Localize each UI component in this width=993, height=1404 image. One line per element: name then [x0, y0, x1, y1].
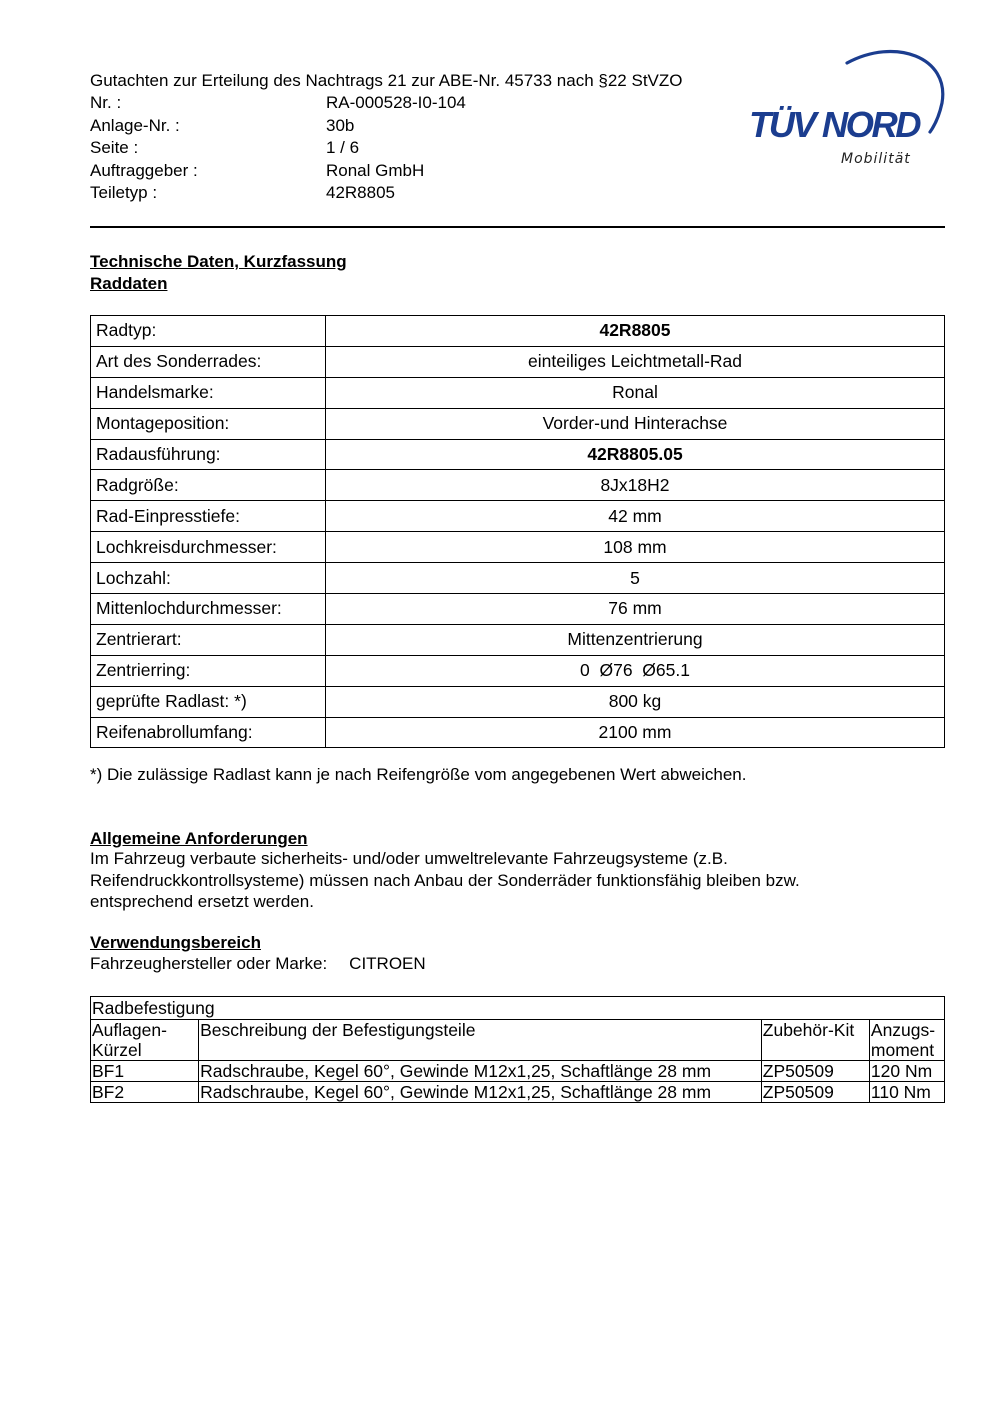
meta-label: Auftraggeber :	[90, 160, 198, 180]
cell-beschreibung: Radschraube, Kegel 60°, Gewinde M12x1,25, Schaftlänge 28 mm	[199, 1061, 762, 1082]
paragraph-line: Reifendruckkontrollsysteme) müssen nach Anbau der Sonderräder funktionsfähig bleiben bzw.	[90, 870, 800, 890]
row-label: Reifenabrollumfang:	[91, 717, 326, 748]
table-title: Radbefestigung	[91, 997, 945, 1020]
meta-row-nr	[90, 92, 750, 115]
cell-kit: ZP50509	[761, 1061, 869, 1082]
header-kit: Zubehör-Kit	[761, 1020, 869, 1061]
row-label: Radtyp:	[91, 316, 326, 347]
row-label: Lochkreisdurchmesser:	[91, 532, 326, 563]
paragraph-line: entsprechend ersetzt werden.	[90, 892, 314, 911]
document-title: Gutachten zur Erteilung des Nachtrags 21 zur ABE-Nr. 45733 nach §22 StVZO	[90, 71, 683, 90]
table-row	[91, 470, 945, 501]
row-label: geprüfte Radlast: *)	[91, 686, 326, 717]
meta-value: 1 / 6	[326, 138, 360, 157]
brand-label: Fahrzeughersteller oder Marke:	[90, 954, 328, 973]
section-subtitle-raddaten: Raddaten	[90, 274, 168, 293]
table-row	[91, 594, 945, 625]
meta-value: Ronal GmbH	[326, 160, 425, 180]
row-value: Mittenzentrierung	[326, 624, 945, 655]
row-value: Ronal	[326, 377, 945, 408]
row-label: Radausführung:	[91, 439, 326, 470]
table-row	[91, 408, 945, 439]
table-row	[91, 686, 945, 717]
table-header-row	[91, 1020, 945, 1061]
row-value: 800 kg	[326, 686, 945, 717]
table-row	[91, 532, 945, 563]
row-value: 108 mm	[326, 532, 945, 563]
paragraph-line: Im Fahrzeug verbaute sicherheits- und/oder umweltrelevante Fahrzeugsysteme (z.B.	[90, 849, 728, 868]
cell-kit: ZP50509	[761, 1082, 869, 1103]
row-label: Rad-Einpresstiefe:	[91, 501, 326, 532]
row-label: Art des Sonderrades:	[91, 346, 326, 377]
raddaten-table	[90, 315, 945, 748]
table-row	[91, 655, 945, 686]
table-title-row	[91, 997, 945, 1020]
meta-value: RA-000528-I0-104	[326, 93, 466, 112]
header-beschreibung: Beschreibung der Befestigungsteile	[199, 1020, 762, 1061]
brand-value: CITROEN	[349, 954, 426, 973]
meta-row-teiletyp	[90, 182, 750, 205]
table-row	[91, 624, 945, 655]
radlast-footnote: *) Die zulässige Radlast kann je nach Reifengröße vom angegebenen Wert abweichen.	[90, 765, 747, 784]
row-value: 42R8805.05	[326, 439, 945, 470]
header-line: Auflagen-	[92, 1020, 167, 1040]
cell-kuerzel: BF2	[91, 1082, 199, 1103]
row-label: Zentrierart:	[91, 624, 326, 655]
logo-subtext: Mobilität	[841, 151, 911, 167]
header-line: moment	[870, 1040, 935, 1060]
header-line: Anzugs-	[870, 1020, 936, 1040]
cell-moment: 120 Nm	[869, 1061, 944, 1082]
radbefestigung-table	[90, 996, 945, 1103]
row-label: Mittenlochdurchmesser:	[91, 594, 326, 625]
meta-row-anlage	[90, 115, 750, 138]
table-row	[91, 346, 945, 377]
meta-row-seite	[90, 137, 750, 160]
row-value: 5	[326, 563, 945, 594]
table-row	[91, 316, 945, 347]
meta-row-auftraggeber	[90, 160, 750, 183]
table-row	[91, 563, 945, 594]
cell-kuerzel: BF1	[91, 1061, 199, 1082]
row-value: 42 mm	[326, 501, 945, 532]
meta-label: Nr. :	[90, 93, 122, 112]
row-value: 8Jx18H2	[326, 470, 945, 501]
logo-text: TÜV NORD	[749, 104, 921, 145]
allgemeine-anforderungen-text	[90, 848, 950, 913]
row-label: Radgröße:	[91, 470, 326, 501]
table-row	[91, 439, 945, 470]
row-label: Handelsmarke:	[91, 377, 326, 408]
meta-label: Teiletyp :	[90, 183, 158, 202]
header-divider	[90, 226, 945, 228]
header-kuerzel	[91, 1020, 199, 1061]
tuev-nord-logo	[745, 45, 950, 175]
row-value: Vorder-und Hinterachse	[326, 408, 945, 439]
section-title-technische-daten: Technische Daten, Kurzfassung	[90, 252, 347, 271]
row-value: einteiliges Leichtmetall-Rad	[326, 346, 945, 377]
row-value: 76 mm	[326, 594, 945, 625]
row-label: Montageposition:	[91, 408, 326, 439]
table-row	[91, 1082, 945, 1103]
document-header	[90, 70, 750, 205]
meta-label: Seite :	[90, 138, 139, 157]
header-line: Kürzel	[92, 1040, 142, 1060]
section-title-verwendungsbereich: Verwendungsbereich	[90, 933, 261, 952]
row-value: 0 Ø76 Ø65.1	[326, 655, 945, 686]
table-row	[91, 501, 945, 532]
cell-beschreibung: Radschraube, Kegel 60°, Gewinde M12x1,25, Schaftlänge 28 mm	[199, 1082, 762, 1103]
table-row	[91, 1061, 945, 1082]
row-value: 42R8805	[326, 316, 945, 347]
meta-value: 30b	[326, 115, 355, 135]
fahrzeughersteller-line	[90, 953, 426, 975]
table-row	[91, 717, 945, 748]
row-value: 2100 mm	[326, 717, 945, 748]
table-row	[91, 377, 945, 408]
meta-value: 42R8805	[326, 183, 396, 202]
row-label: Zentrierring:	[91, 655, 326, 686]
header-moment	[869, 1020, 944, 1061]
section-title-allgemeine-anforderungen: Allgemeine Anforderungen	[90, 829, 308, 848]
meta-label: Anlage-Nr. :	[90, 115, 180, 135]
cell-moment: 110 Nm	[869, 1082, 944, 1103]
row-label: Lochzahl:	[91, 563, 326, 594]
